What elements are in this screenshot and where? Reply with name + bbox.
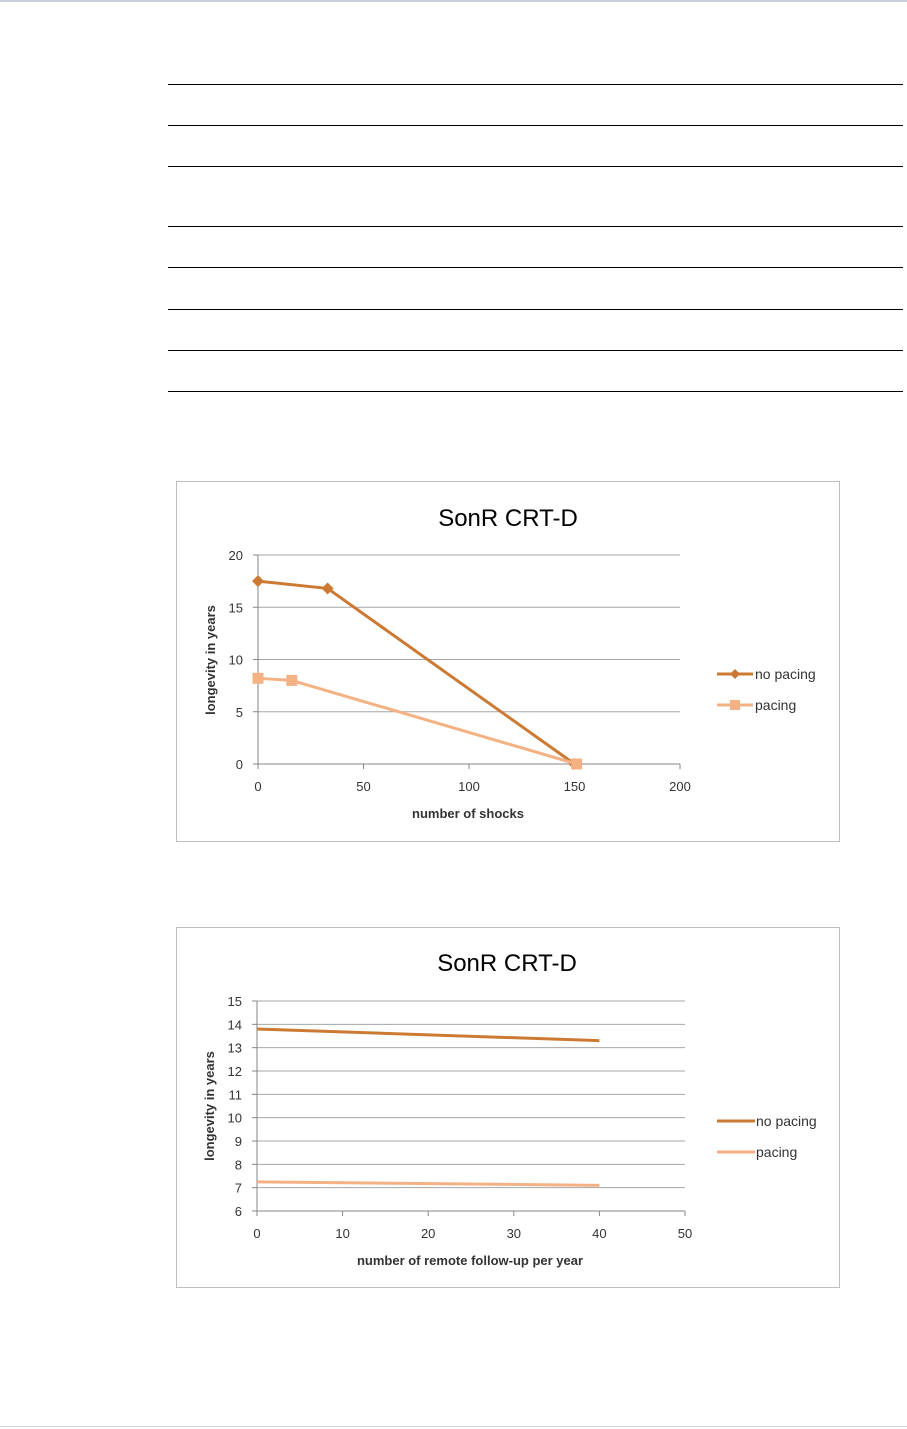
chart-title: SonR CRT-D — [437, 950, 577, 977]
table-rule — [168, 125, 903, 126]
y-tick-label: 15 — [227, 994, 242, 1009]
legend — [717, 1113, 817, 1160]
data-point — [571, 759, 582, 770]
table-rules — [168, 0, 903, 400]
y-tick-label: 12 — [227, 1064, 242, 1079]
series-line-no-pacing — [258, 581, 575, 764]
table-rule — [168, 391, 903, 392]
y-axis-label: longevity in years — [203, 605, 218, 715]
chart-shocks — [176, 481, 840, 842]
series-line-pacing — [258, 678, 577, 764]
y-tick-label: 10 — [227, 1110, 242, 1126]
y-tick-label: 9 — [234, 1134, 242, 1149]
y-axis-label: longevity in years — [202, 1051, 217, 1161]
x-tick-label: 40 — [592, 1226, 607, 1241]
x-tick-label: 30 — [506, 1226, 522, 1241]
table-rule — [168, 166, 903, 167]
data-point — [253, 673, 264, 684]
y-tick-label: 11 — [228, 1087, 242, 1103]
table-rule — [168, 309, 903, 310]
legend-marker-no-pacing — [730, 669, 740, 679]
y-tick-label: 6 — [234, 1204, 242, 1219]
page-bottom-rule — [0, 1426, 907, 1427]
data-point — [252, 575, 264, 587]
x-tick-label: 20 — [420, 1226, 436, 1241]
chart-remote-followup — [176, 927, 840, 1288]
table-rule — [168, 84, 903, 85]
y-tick-label: 8 — [234, 1157, 242, 1173]
series-line-pacing — [257, 1182, 599, 1186]
legend-marker-pacing — [730, 700, 740, 710]
table-rule — [168, 267, 903, 268]
y-tick-label: 13 — [227, 1040, 242, 1056]
chart-shocks-svg — [177, 482, 841, 843]
x-tick-label: 0 — [253, 1226, 261, 1241]
legend-label-no-pacing: no pacing — [756, 1113, 817, 1129]
x-tick-label: 150 — [563, 779, 586, 794]
chart-remote-followup-svg — [177, 928, 841, 1289]
data-point — [286, 675, 297, 686]
legend-label-pacing: pacing — [755, 697, 797, 713]
x-tick-label: 200 — [669, 779, 691, 794]
legend-label-pacing: pacing — [756, 1144, 798, 1160]
x-axis-label: number of remote follow-up per year — [356, 1253, 584, 1268]
y-tick-label: 10 — [228, 652, 243, 668]
x-tick-label: 0 — [254, 779, 262, 794]
y-tick-label: 0 — [235, 757, 243, 772]
y-tick-label: 14 — [227, 1017, 242, 1033]
series-line-no-pacing — [257, 1029, 599, 1041]
legend-label-no-pacing: no pacing — [755, 666, 816, 682]
y-tick-label: 7 — [234, 1180, 242, 1196]
y-tick-label: 20 — [228, 548, 243, 563]
table-rule — [168, 350, 903, 351]
x-tick-label: 50 — [677, 1226, 693, 1241]
y-tick-label: 15 — [228, 600, 243, 616]
legend — [717, 666, 816, 713]
chart-title: SonR CRT-D — [438, 505, 578, 532]
x-axis-label: number of shocks — [412, 806, 524, 821]
y-tick-label: 5 — [235, 704, 243, 720]
x-tick-label: 50 — [356, 779, 371, 794]
x-tick-label: 100 — [458, 779, 480, 794]
table-rule — [168, 226, 903, 227]
x-tick-label: 10 — [335, 1226, 350, 1241]
